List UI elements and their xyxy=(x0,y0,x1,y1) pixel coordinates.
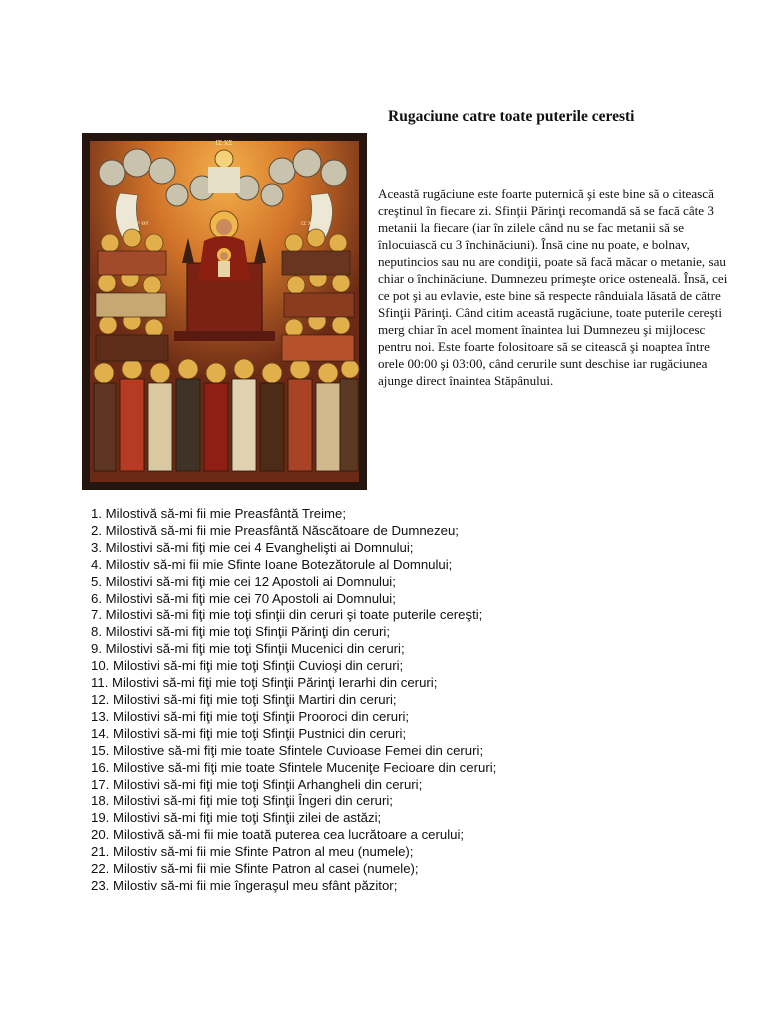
prayer-item-9: 9. Milostivi să-mi fiţi mie toţi Sfinţii Mucenici din ceruri; xyxy=(91,641,405,657)
prayer-item-6: 6. Milostivi să-mi fiţi mie cei 70 Apostoli ai Domnului; xyxy=(91,590,396,606)
prayer-item-4: 4. Milostiv să-mi fii mie Sfinte Ioane Botezătorule al Domnului; xyxy=(91,556,453,572)
prayer-item-10: 10. Milostivi să-mi fiţi mie toţi Sfinţii Cuvioşi din ceruri; xyxy=(91,658,404,674)
intro-paragraph xyxy=(378,185,738,389)
prayer-item-22: 22. Milostiv să-mi fii mie Sfinte Patron al casei (numele); xyxy=(91,861,419,877)
prayer-item-13: 13. Milostivi să-mi fiţi mie toţi Sfinţii Prooroci din ceruri; xyxy=(91,708,410,724)
orthodox-icon-image xyxy=(82,133,367,490)
prayer-item-19: 19. Milostivi să-mi fiţi mie toţi Sfinţii zilei de astăzi; xyxy=(91,810,382,826)
svg-text:ΙΣ ΧΣ: ΙΣ ΧΣ xyxy=(215,140,233,147)
prayer-item-20: 20. Milostivă să-mi fii mie toată puterea cea lucrătoare a cerului; xyxy=(91,827,465,843)
prayer-item-23: 23. Milostiv să-mi fii mie îngeraşul meu sfânt păzitor; xyxy=(91,877,398,893)
prayer-item-17: 17. Milostivi să-mi fiţi mie toţi Sfinţii Arhangheli din ceruri; xyxy=(91,776,423,792)
prayer-item-1: 1. Milostivă să-mi fii mie Preasfântă Treime; xyxy=(91,506,347,521)
prayer-item-7: 7. Milostivi să-mi fiţi mie toţi sfinţii din ceruri şi toate puterile cereşti; xyxy=(91,607,483,623)
prayer-list xyxy=(91,506,496,895)
prayer-item-18: 18. Milostivi să-mi fiţi mie toţi Sfinţii Îngeri din ceruri; xyxy=(91,793,393,809)
prayer-item-5: 5. Milostivi să-mi fiţi mie cei 12 Apostoli ai Domnului; xyxy=(91,573,396,589)
intro-text: Această rugăciune este foarte puternică şi este bine să o citească creştinul în fiecare zi. Sfinţii Părinţi recomandă să se facă câte 3 metanii la fiecare (iar în zilele când nu se fac metanii să se înlocuiască cu 3 închinăciuni). Însă cine nu poate, e bolnav, neputincios sau nu are condiţii, poate să facă măcar o metanie, sau chiar o închinăciune. Dumnezeu primeşte orice osteneală. Însă, cei ce pot şi au evlavie, este bine să respecte rânduiala lăsată de către Sfinţii Părinţi. Când citim această rugăciune, toate puterile cereşti merg chiar în acel moment înaintea lui Dumnezeu şi mijlocesc pentru noi. Este foarte folositoare să se citească şi noaptea între orele 00:00 şi 03:00, când cerurile sunt deschise iar rugăciunea ajunge direct înaintea Stăpânului. xyxy=(378,186,728,388)
icon-inscription-right: ΙΣ ΧΣ xyxy=(300,221,316,227)
prayer-item-12: 12. Milostivi să-mi fiţi mie toţi Sfinţii Martiri din ceruri; xyxy=(91,691,397,707)
prayer-item-3: 3. Milostivi să-mi fiţi mie cei 4 Evanghelişti ai Domnului; xyxy=(91,539,414,555)
icon-inscription-left: ΜΡ ΘΥ xyxy=(131,221,149,227)
prayer-item-16: 16. Milostive să-mi fiţi mie toate Sfintele Muceniţe Fecioare din ceruri; xyxy=(91,759,497,775)
prayer-item-2: 2. Milostivă să-mi fii mie Preasfântă Născătoare de Dumnezeu; xyxy=(91,522,459,538)
prayer-item-14: 14. Milostivi să-mi fiţi mie toţi Sfinţii Pustnici din ceruri; xyxy=(91,725,407,741)
icon-painting xyxy=(82,133,367,490)
prayer-item-15: 15. Milostive să-mi fiţi mie toate Sfintele Cuvioase Femei din ceruri; xyxy=(91,742,484,758)
prayer-item-21: 21. Milostiv să-mi fii mie Sfinte Patron al meu (numele); xyxy=(91,844,414,860)
prayer-item-11: 11. Milostivi să-mi fiţi mie toţi Sfinţii Părinţi Ierarhi din ceruri; xyxy=(91,675,438,691)
prayer-item-8: 8. Milostivi să-mi fiţi mie toţi Sfinţii Părinţi din ceruri; xyxy=(91,624,390,640)
page-title: Rugaciune catre toate puterile ceresti xyxy=(388,108,635,125)
